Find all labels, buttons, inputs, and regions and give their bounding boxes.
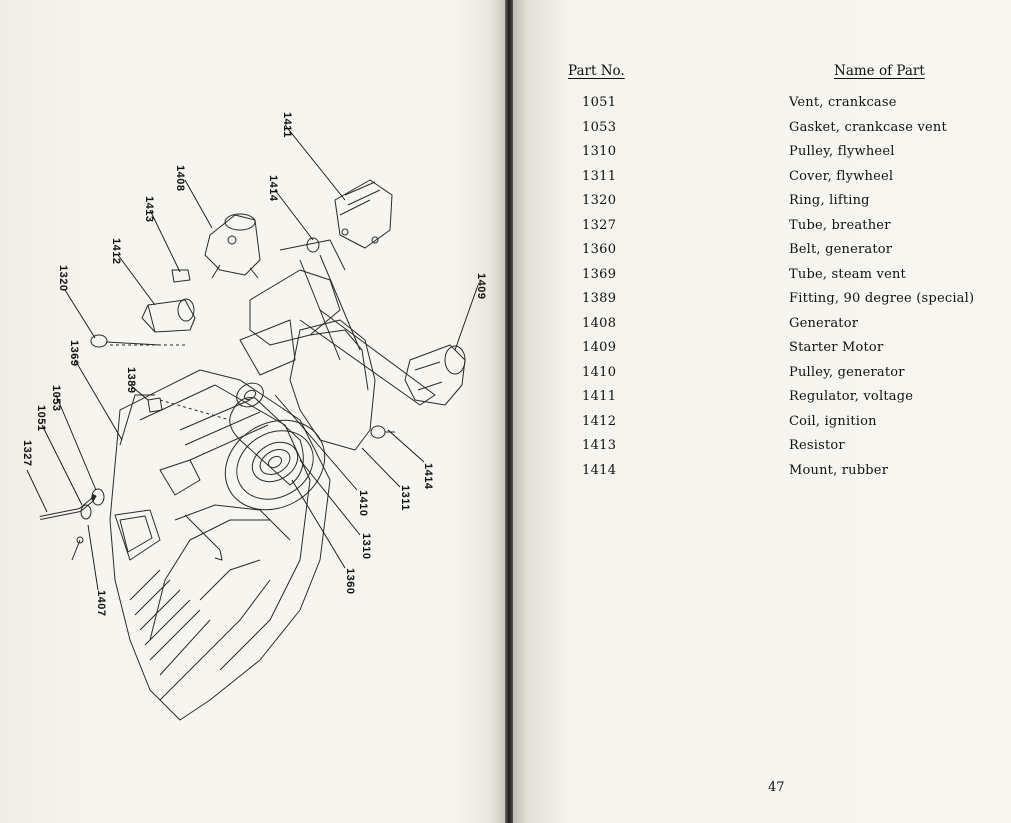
part-name: Tube, steam vent — [789, 266, 906, 282]
breather-tube-shape — [40, 495, 95, 518]
callout-1413: 1413 — [143, 196, 155, 223]
parts-row — [0, 267, 1011, 291]
parts-row — [0, 291, 1011, 315]
part-number: 1414 — [582, 462, 617, 478]
parts-row — [0, 193, 1011, 217]
part-name: Regulator, voltage — [789, 389, 914, 404]
callout-1412: 1412 — [110, 238, 122, 265]
part-name: Pulley, generator — [789, 364, 905, 380]
callout-1360: 1360 — [344, 568, 356, 595]
parts-row — [0, 144, 1011, 168]
callout-1051: 1051 — [35, 405, 47, 432]
callout-1389: 1389 — [125, 367, 137, 394]
part-name: Pulley, flywheel — [789, 144, 895, 159]
part-name: Coil, ignition — [789, 413, 877, 429]
parts-row — [0, 316, 1011, 340]
part-number: 1327 — [582, 217, 617, 233]
part-name: Vent, crankcase — [789, 95, 897, 110]
part-number: 1320 — [582, 193, 617, 208]
part-name: Belt, generator — [789, 242, 893, 257]
parts-row — [0, 365, 1011, 389]
callout-1409: 1409 — [475, 273, 487, 300]
part-number: 1311 — [582, 168, 617, 184]
part-number: 1051 — [582, 95, 617, 110]
part-name: Fitting, 90 degree (special) — [789, 291, 975, 306]
callout-1310: 1310 — [360, 533, 372, 560]
parts-row — [0, 389, 1011, 413]
page-number: 47 — [768, 780, 785, 795]
parts-row — [0, 462, 1011, 490]
part-name: Resistor — [789, 438, 845, 453]
part-number: 1360 — [582, 242, 617, 257]
callout-1408: 1408 — [174, 165, 186, 192]
header-name-of-part: Name of Part — [834, 63, 925, 79]
parts-row — [0, 95, 1011, 119]
part-number: 1369 — [582, 266, 617, 282]
callout-1411: 1411 — [281, 112, 293, 138]
callout-1369: 1369 — [68, 340, 80, 367]
callout-1053: 1053 — [50, 385, 62, 412]
part-name: Tube, breather — [789, 217, 891, 233]
part-name: Cover, flywheel — [789, 168, 894, 184]
callout-1410: 1410 — [357, 490, 369, 517]
parts-row — [0, 169, 1011, 193]
part-number: 1408 — [582, 315, 617, 331]
header-part-no: Part No. — [568, 63, 625, 79]
part-number: 1053 — [582, 119, 617, 135]
callout-1311: 1311 — [399, 485, 411, 511]
part-number: 1409 — [582, 340, 617, 355]
part-name: Generator — [789, 315, 859, 331]
parts-row — [0, 414, 1011, 438]
part-number: 1412 — [582, 413, 617, 429]
parts-row — [0, 120, 1011, 144]
part-number: 1389 — [582, 291, 617, 306]
callout-1327: 1327 — [21, 440, 33, 467]
part-number: 1410 — [582, 364, 617, 380]
part-number: 1411 — [582, 389, 617, 404]
callout-1414-upper: 1414 — [267, 175, 279, 202]
part-name: Starter Motor — [789, 340, 884, 355]
callout-1407: 1407 — [95, 590, 107, 617]
parts-row — [0, 340, 1011, 367]
part-number: 1413 — [582, 438, 617, 453]
part-name: Mount, rubber — [789, 462, 889, 478]
part-name: Ring, lifting — [789, 193, 870, 208]
parts-row — [0, 438, 1011, 462]
callout-1414-lower: 1414 — [422, 463, 434, 490]
parts-row — [0, 218, 1011, 242]
callout-1320: 1320 — [57, 265, 69, 292]
part-name: Gasket, crankcase vent — [789, 119, 947, 135]
parts-row — [0, 242, 1011, 266]
part-number: 1310 — [582, 144, 617, 159]
